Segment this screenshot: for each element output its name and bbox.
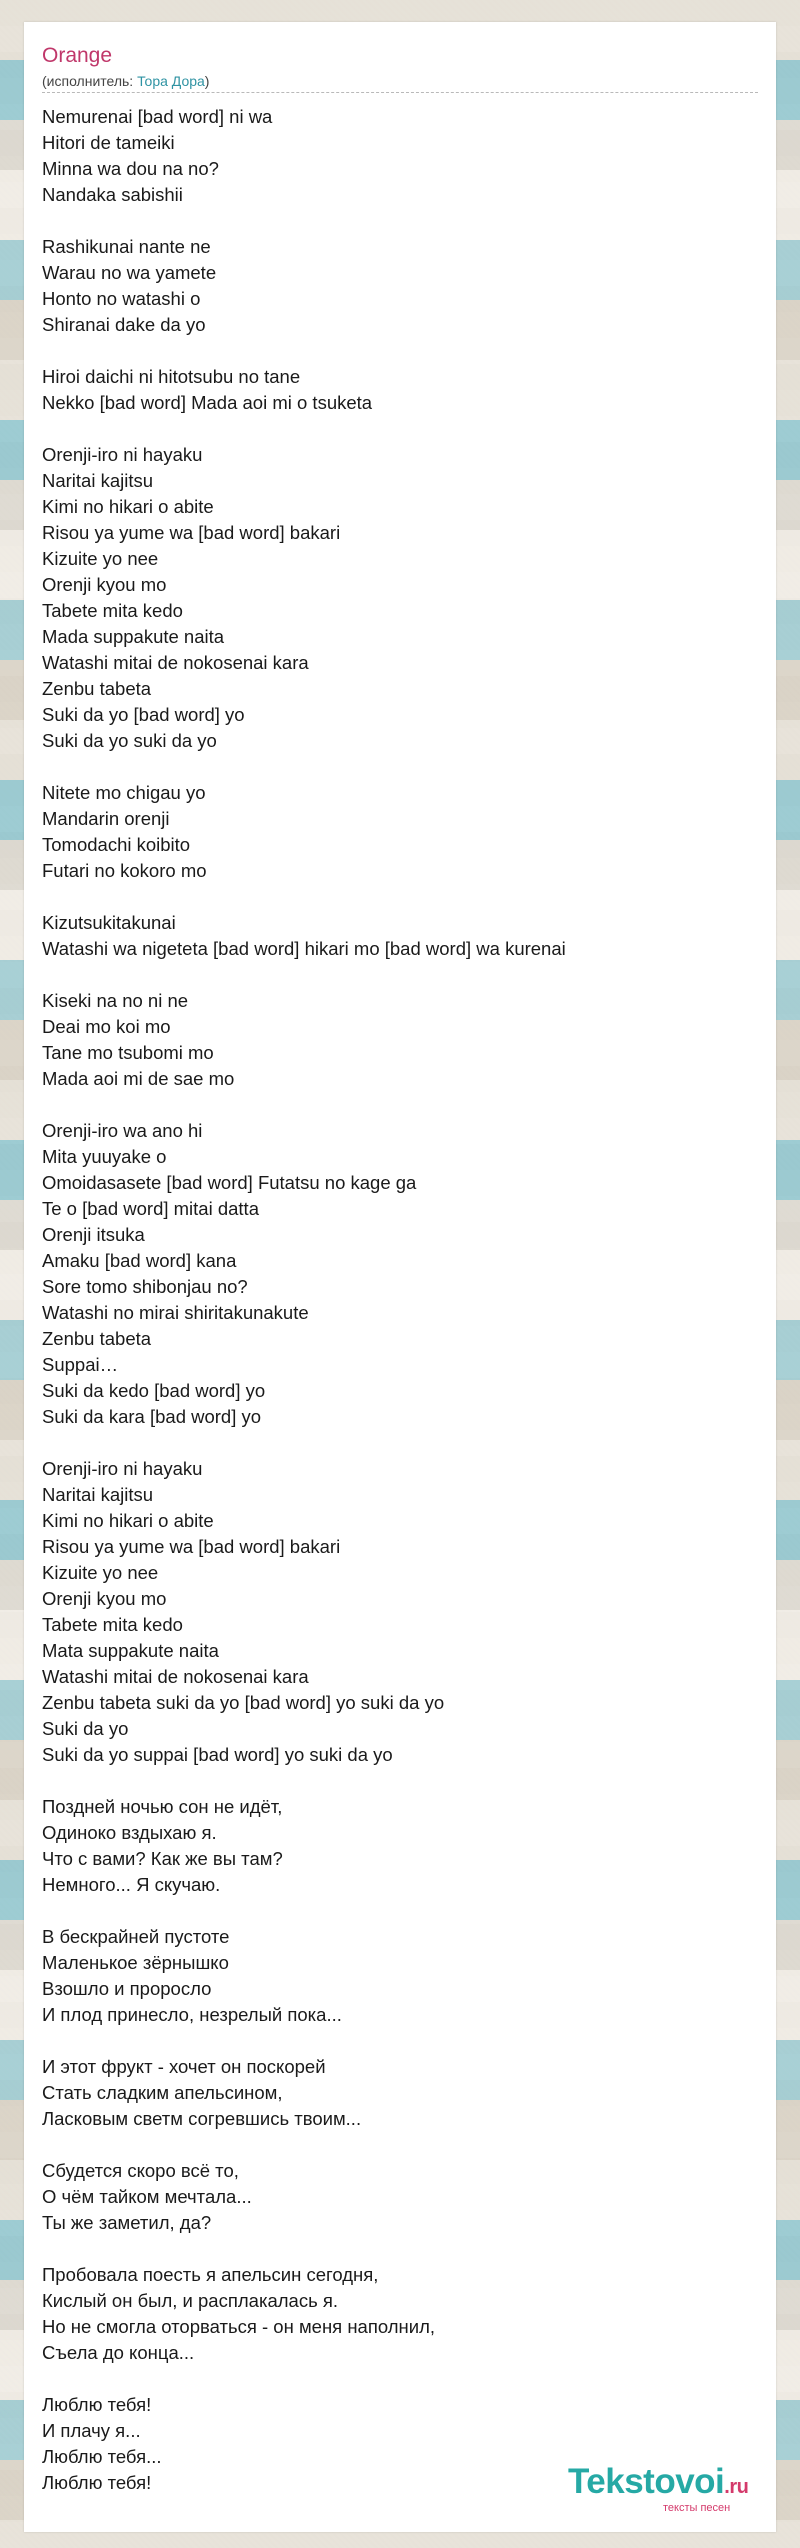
lyrics-line: Tane mo tsubomi mo xyxy=(42,1042,214,1063)
lyrics-line: Zenbu tabeta suki da yo [bad word] yo suki da yo xyxy=(42,1692,445,1713)
lyrics-stanza xyxy=(42,1456,758,1768)
lyrics-line: Rashikunai nante ne xyxy=(42,236,211,257)
lyrics-line: Kimi no hikari o abite xyxy=(42,496,214,517)
lyrics-stanza xyxy=(42,780,758,884)
lyrics-line: Одиноко вздыхаю я. xyxy=(42,1822,217,1843)
lyrics-line: Люблю тебя! xyxy=(42,2472,152,2493)
lyrics-line: Стать сладким апельсином, xyxy=(42,2082,283,2103)
lyrics-line: Honto no watashi o xyxy=(42,288,201,309)
lyrics-line: Orenji-iro ni hayaku xyxy=(42,1458,203,1479)
lyrics-line: Watashi no mirai shiritakunakute xyxy=(42,1302,309,1323)
lyrics-stanza xyxy=(42,2262,758,2366)
artist-link[interactable]: Тора Дора xyxy=(137,73,205,89)
lyrics-line: Mada aoi mi de sae mo xyxy=(42,1068,235,1089)
lyrics-line: Te o [bad word] mitai datta xyxy=(42,1198,259,1219)
logo-wordmark xyxy=(568,2462,748,2502)
lyrics-line: Ты же заметил, да? xyxy=(42,2212,212,2233)
lyrics-line: Nandaka sabishii xyxy=(42,184,183,205)
lyrics-line: Orenji-iro ni hayaku xyxy=(42,444,203,465)
lyrics-line: Tomodachi koibito xyxy=(42,834,191,855)
lyrics-stanza xyxy=(42,1924,758,2028)
lyrics-line: Minna wa dou na no? xyxy=(42,158,219,179)
lyrics-line: Nekko [bad word] Mada aoi mi o tsuketa xyxy=(42,392,373,413)
lyrics-line: Поздней ночью сон не идёт, xyxy=(42,1796,283,1817)
lyrics-line: Deai mo koi mo xyxy=(42,1016,171,1037)
lyrics-line: И плод принесло, незрелый пока... xyxy=(42,2004,342,2025)
lyrics-line: Orenji itsuka xyxy=(42,1224,145,1245)
lyrics-stanza xyxy=(42,988,758,1092)
lyrics-line: Naritai kajitsu xyxy=(42,470,154,491)
lyrics-line: Mandarin orenji xyxy=(42,808,170,829)
logo-tagline: тексты песен xyxy=(663,2502,731,2514)
lyrics-stanza xyxy=(42,364,758,416)
logo-tld: .ru xyxy=(724,2476,749,2498)
lyrics-line: Suki da yo suppai [bad word] yo suki da yo xyxy=(42,1744,393,1765)
lyrics-line: Orenji kyou mo xyxy=(42,574,167,595)
lyrics-line: Suki da kedo [bad word] yo xyxy=(42,1380,266,1401)
lyrics-line: Пробовала поесть я апельсин сегодня, xyxy=(42,2264,379,2285)
lyrics-line: Mita yuuyake o xyxy=(42,1146,167,1167)
lyrics-line: Naritai kajitsu xyxy=(42,1484,154,1505)
lyrics-line: Shiranai dake da yo xyxy=(42,314,206,335)
lyrics-line: Zenbu tabeta xyxy=(42,678,152,699)
lyrics-stanza xyxy=(42,442,758,754)
artist-suffix: ) xyxy=(204,73,210,89)
lyrics-line: Amaku [bad word] kana xyxy=(42,1250,237,1271)
artist-prefix: (исполнитель: xyxy=(42,73,138,89)
lyrics-line: Risou ya yume wa [bad word] bakari xyxy=(42,522,341,543)
artist-line xyxy=(42,73,209,89)
lyrics-line: Маленькое зёрнышко xyxy=(42,1952,229,1973)
lyrics-line: Nitete mo chigau yo xyxy=(42,782,206,803)
lyrics-line: Kizuite yo nee xyxy=(42,548,159,569)
lyrics-line: Взошло и проросло xyxy=(42,1978,212,1999)
lyrics-line: Tabete mita kedo xyxy=(42,1614,183,1635)
lyrics-line: Suki da kara [bad word] yo xyxy=(42,1406,262,1427)
lyrics-line: Люблю тебя! xyxy=(42,2394,152,2415)
lyrics-line: Немного... Я скучаю. xyxy=(42,1874,221,1895)
lyrics-line: Mata suppakute naita xyxy=(42,1640,219,1661)
lyrics-line: Suki da yo xyxy=(42,1718,129,1739)
lyrics-stanza xyxy=(42,2054,758,2132)
title-divider xyxy=(42,92,758,93)
lyrics-line: Кислый он был, и расплакалась я. xyxy=(42,2290,338,2311)
lyrics-line: Hitori de tameiki xyxy=(42,132,175,153)
lyrics-stanza xyxy=(42,1118,758,1430)
lyrics-line: Tabete mita kedo xyxy=(42,600,183,621)
lyrics-line: Но не смогла оторваться - он меня наполнил, xyxy=(42,2316,436,2337)
lyrics-line: Съела до конца... xyxy=(42,2342,195,2363)
lyrics-line: Mada suppakute naita xyxy=(42,626,225,647)
lyrics-line: Что с вами? Как же вы там? xyxy=(42,1848,283,1869)
lyrics-line: Sore tomo shibonjau no? xyxy=(42,1276,248,1297)
lyrics-line: Kiseki na no ni ne xyxy=(42,990,189,1011)
lyrics-line: Watashi wa nigeteta [bad word] hikari mo [bad word] wa kurenai xyxy=(42,938,566,959)
lyrics-line: Suppai… xyxy=(42,1354,119,1375)
lyrics-text xyxy=(42,104,758,2522)
lyrics-line: Ласковым светм согревшись твоим... xyxy=(42,2108,362,2129)
lyrics-line: Suki da yo [bad word] yo xyxy=(42,704,245,725)
lyrics-line: Kizuite yo nee xyxy=(42,1562,159,1583)
lyrics-card xyxy=(24,22,776,2532)
lyrics-line: Сбудется скоро всё то, xyxy=(42,2160,239,2181)
lyrics-line: Kimi no hikari o abite xyxy=(42,1510,214,1531)
lyrics-stanza xyxy=(42,104,758,208)
lyrics-line: Suki da yo suki da yo xyxy=(42,730,217,751)
lyrics-line: Watashi mitai de nokosenai kara xyxy=(42,652,309,673)
logo-name: Tekstovoi xyxy=(568,2462,725,2501)
lyrics-line: Orenji-iro wa ano hi xyxy=(42,1120,203,1141)
lyrics-line: Zenbu tabeta xyxy=(42,1328,152,1349)
lyrics-line: Orenji kyou mo xyxy=(42,1588,167,1609)
lyrics-line: И этот фрукт - хочет он поскорей xyxy=(42,2056,326,2077)
lyrics-line: О чём тайком мечтала... xyxy=(42,2186,252,2207)
lyrics-line: В бескрайней пустоте xyxy=(42,1926,230,1947)
lyrics-stanza xyxy=(42,910,758,962)
lyrics-line: Omoidasasete [bad word] Futatsu no kage ga xyxy=(42,1172,417,1193)
lyrics-line: Люблю тебя... xyxy=(42,2446,162,2467)
tekstovoi-logo[interactable] xyxy=(568,2462,768,2522)
lyrics-line: Futari no kokoro mo xyxy=(42,860,207,881)
lyrics-line: Risou ya yume wa [bad word] bakari xyxy=(42,1536,341,1557)
lyrics-line: Hiroi daichi ni hitotsubu no tane xyxy=(42,366,301,387)
lyrics-stanza xyxy=(42,1794,758,1898)
lyrics-line: Warau no wa yamete xyxy=(42,262,217,283)
song-title: Orange xyxy=(42,44,113,67)
lyrics-line: Nemurenai [bad word] ni wa xyxy=(42,106,273,127)
lyrics-line: Watashi mitai de nokosenai kara xyxy=(42,1666,309,1687)
lyrics-stanza xyxy=(42,234,758,338)
lyrics-line: И плачу я... xyxy=(42,2420,141,2441)
lyrics-line: Kizutsukitakunai xyxy=(42,912,176,933)
lyrics-stanza xyxy=(42,2158,758,2236)
